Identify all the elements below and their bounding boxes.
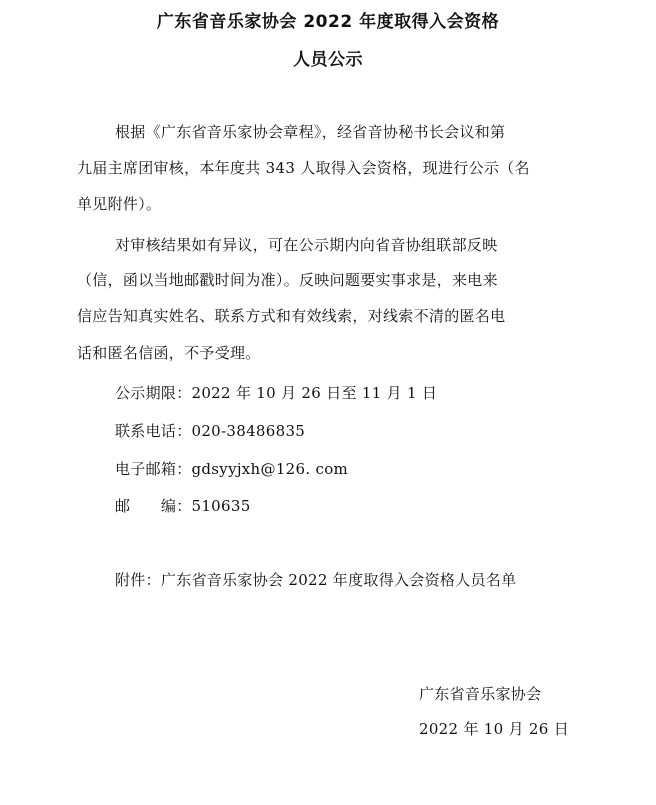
paragraph-2-line-2: （信，函以当地邮戳时间为准）。反映问题要实事求是，来电来	[77, 271, 498, 289]
paragraph-1-line-3: 单见附件）。	[77, 195, 162, 213]
paragraph-1-line-1: 根据《广东省音乐家协会章程》，经省音协秘书长会议和第	[115, 123, 506, 141]
contact-email: 电子邮箱：gdsyyjxh@126. com	[115, 460, 349, 478]
document-title-line-2: 人员公示	[293, 50, 363, 70]
signature-organization: 广东省音乐家协会	[419, 685, 542, 703]
postal-code: 邮 编：510635	[115, 497, 251, 515]
paragraph-2-line-4: 话和匿名信函，不予受理。	[77, 344, 261, 362]
publicity-period: 公示期限：2022 年 10 月 26 日至 11 月 1 日	[115, 384, 438, 402]
attachment-note: 附件：广东省音乐家协会 2022 年度取得入会资格人员名单	[115, 571, 517, 589]
paragraph-2-line-3: 信应告知真实姓名、联系方式和有效线索，对线索不清的匿名电	[77, 307, 506, 325]
contact-phone: 联系电话：020-38486835	[115, 422, 306, 440]
paragraph-2-line-1: 对审核结果如有异议，可在公示期内向省音协组联部反映	[115, 236, 498, 254]
document-title-line-1: 广东省音乐家协会 2022 年度取得入会资格	[156, 12, 500, 32]
signature-date: 2022 年 10 月 26 日	[419, 720, 569, 738]
paragraph-1-line-2: 九届主席团审核，本年度共 343 人取得入会资格，现进行公示（名	[77, 159, 530, 177]
